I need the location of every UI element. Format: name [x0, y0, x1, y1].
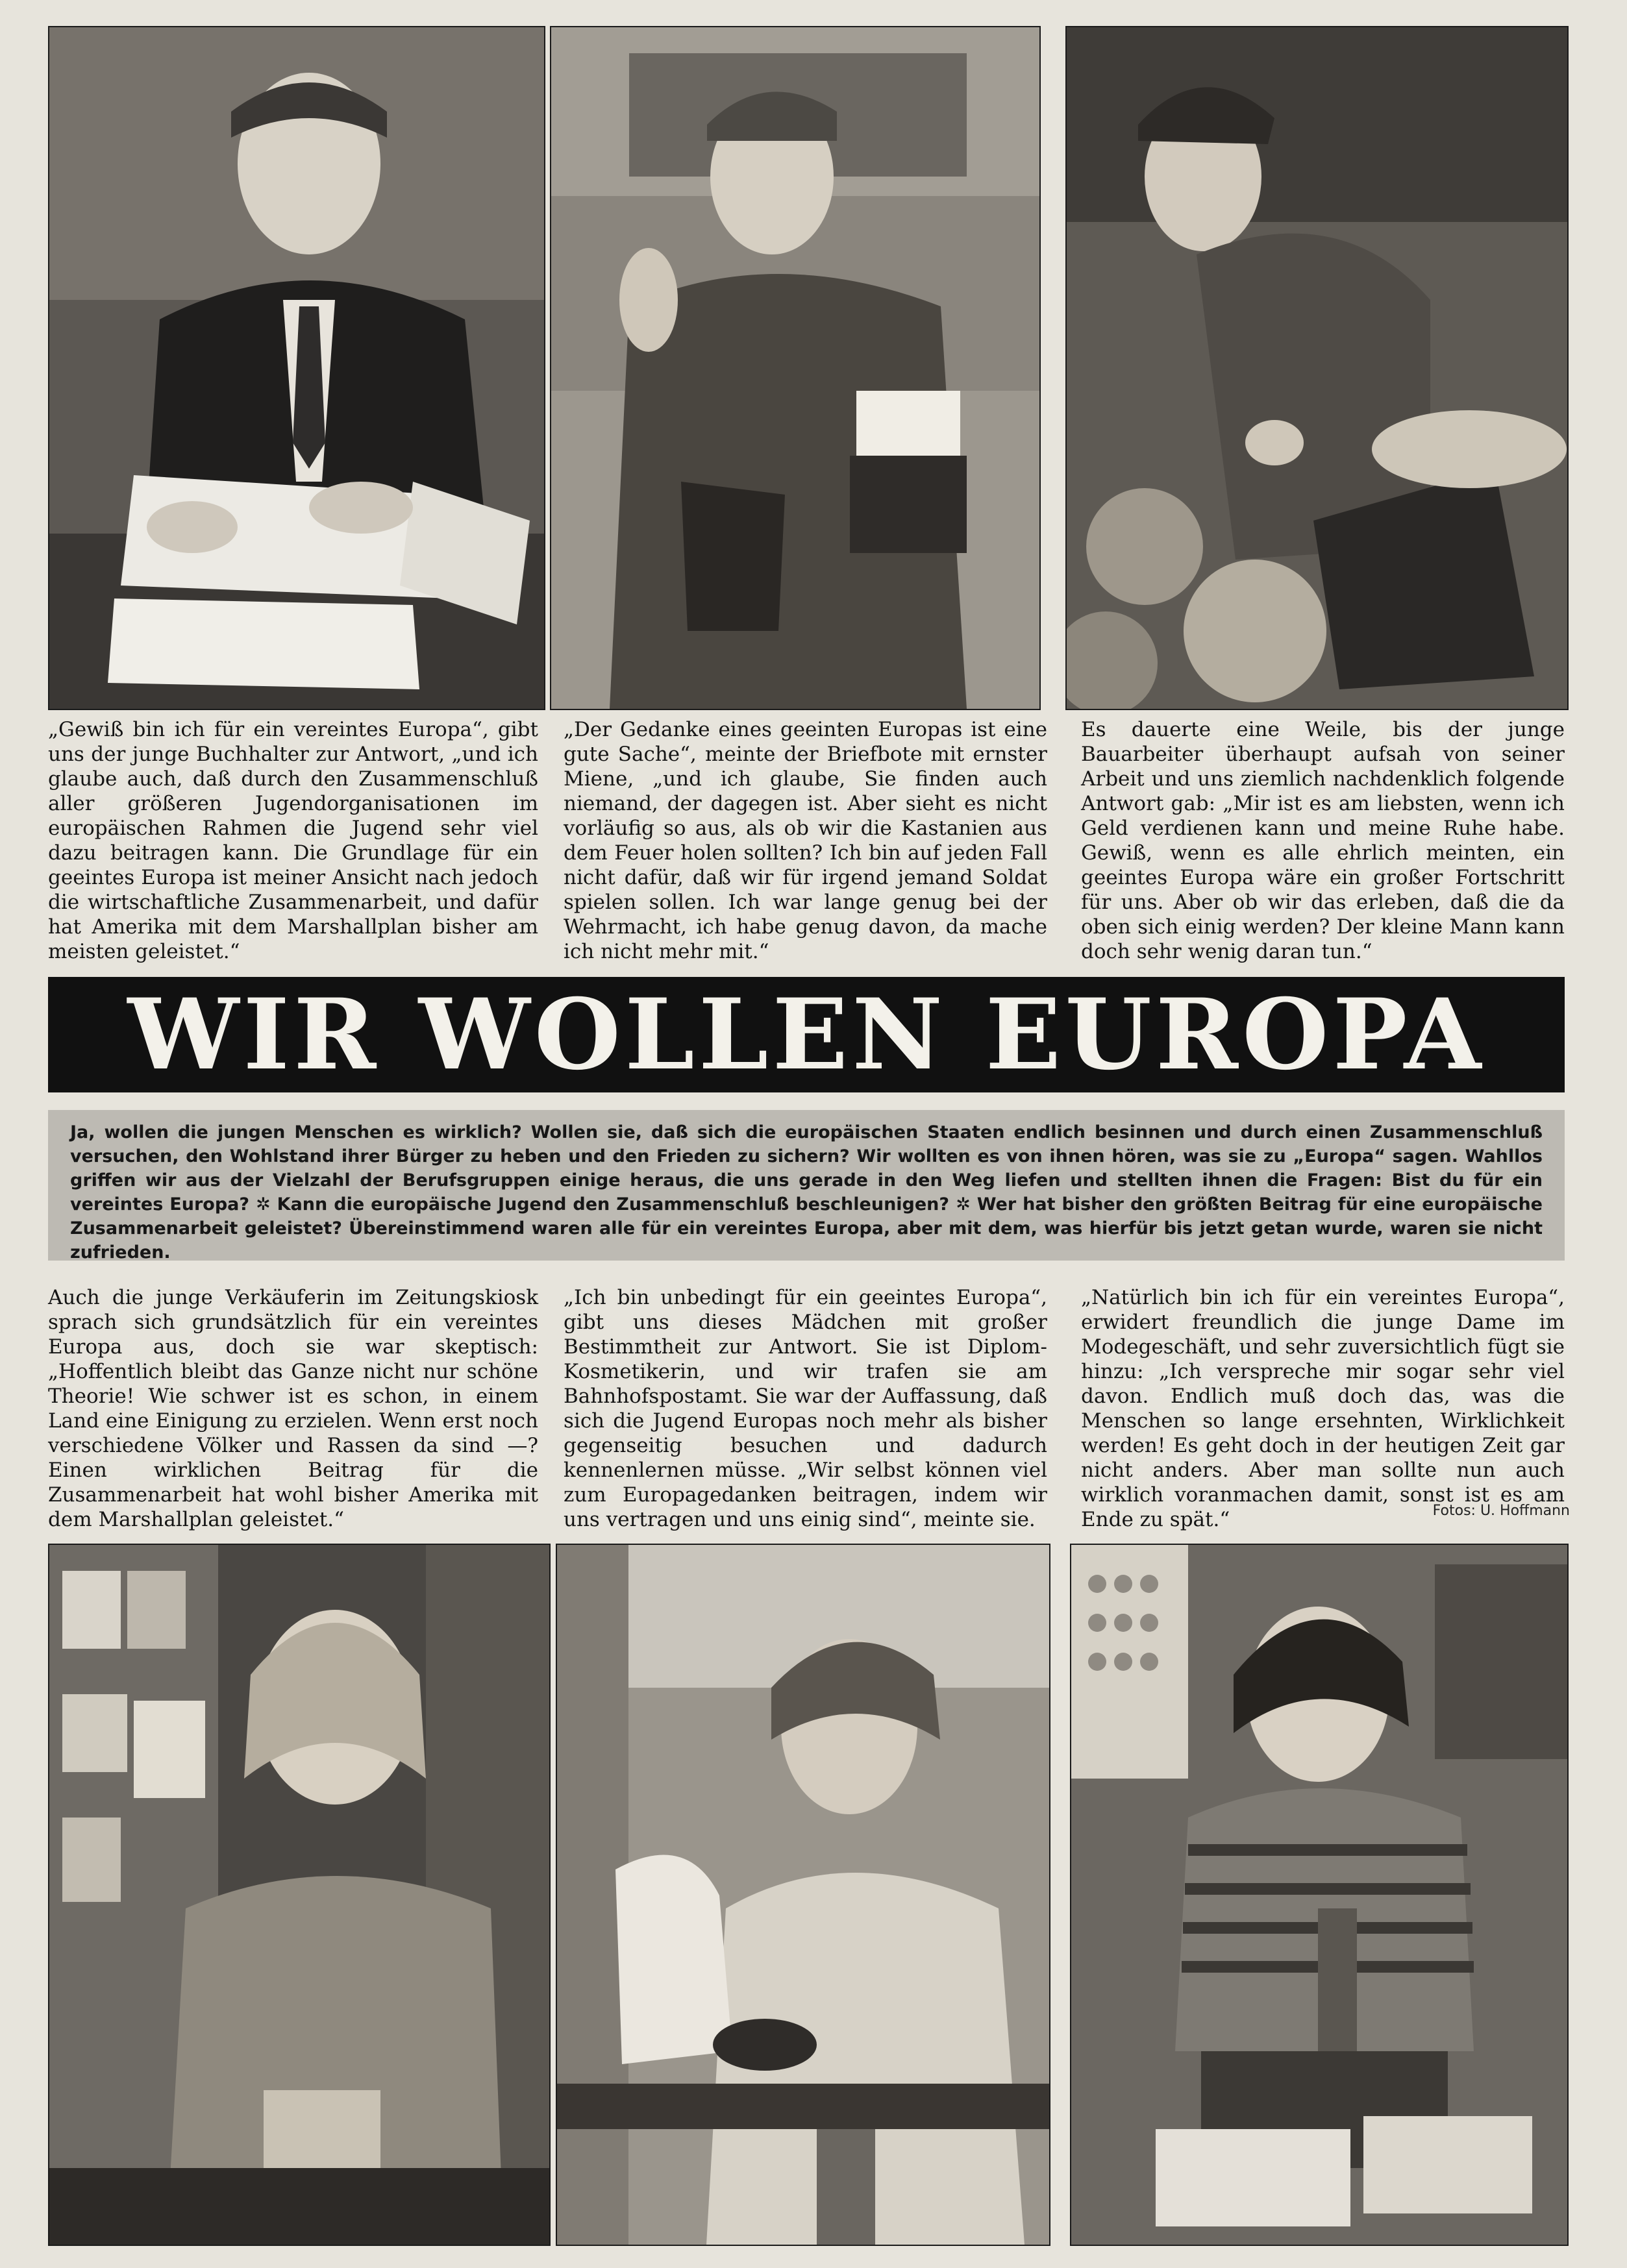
quote-postman: „Der Gedanke eines geeinten Europas ist eine gute Sache“, meinte der Briefbote mit ernster Miene, „und ich glaube, Sie finden auch niemand, der dagegen ist. Aber sieht es nicht vorläufig so aus, als ob wir die Kastanien aus dem Feuer holen sollten? Ich bin auf jeden Fall nicht dafür, daß wir für irgend jemand Soldat spielen sollen. Ich war lange genug bei der Wehrmacht, ich habe genug davon, da mache ich nicht mehr mit.“ — [564, 718, 1047, 963]
quote-cosmetician: „Ich bin unbedingt für ein geeintes Europa“, gibt uns dieses Mädchen mit großer Bestimmtheit zur Antwort. Sie ist Diplom-Kosmetikerin, und wir trafen sie am Bahnhofspostamt. Sie war der Auffassung, daß sich die Jugend Europas noch mehr als bisher gegenseitig besuchen und dadurch kennenlernen müsse. „Wir selbst können viel zum Europagedanken beitragen, indem wir uns vertragen und uns einig sind“, meinte sie. — [564, 1286, 1047, 1531]
photo-postman — [550, 26, 1041, 710]
quote-construction-worker: Es dauerte eine Weile, bis der junge Bauarbeiter überhaupt aufsah von seiner Arbeit und uns ziemlich nachdenklich folgende Antwort gab: „Mir ist es am liebsten, wenn ich Geld verdienen kann und meine Ruhe habe. Gewiß, wenn es alle ehrlich meinten, ein geeintes Europa wäre ein großer Fortschritt für uns. Aber ob wir das erleben, daß die da oben sich einig werden? Der kleine Mann kann doch sehr wenig daran tun.“ — [1081, 718, 1565, 963]
page-title: WIR WOLLEN EUROPA — [127, 978, 1485, 1092]
photo-cosmetician — [556, 1544, 1050, 2246]
photo-fashion-shop-lady — [1070, 1544, 1569, 2246]
intro-box: Ja, wollen die jungen Menschen es wirklich? Wollen sie, daß sich die europäischen Staaten endlich besinnen und durch einen Zusammenschluß versuchen, den Wohlstand ihrer Bürger zu heben und den Frieden zu sichern? Wir wollten es von ihnen hören, was sie zu „Europa“ sagen. Wahllos griffen wir aus der Vielzahl der Berufsgruppen einige heraus, die uns gerade in den Weg liefen und stellten ihnen die Fragen: Bist du für ein vereintes Europa? ✲ Kann die europäische Jugend den Zusammenschluß beschleunigen? ✲ Wer hat bisher den größten Beitrag für eine europäische Zusammenarbeit geleistet? Übereinstimmend waren alle für ein vereintes Europa, aber mit dem, was hierfür bis jetzt getan wurde, waren sie nicht zufrieden. — [48, 1110, 1565, 1261]
quote-kiosk-saleswoman: Auch die junge Verkäuferin im Zeitungskiosk sprach sich grundsätzlich für ein vereintes Europa aus, doch sie war skeptisch: „Hoffentlich bleibt das Ganze nicht nur schöne Theorie! Wie schwer ist es schon, in einem Land eine Einigung zu erzielen. Wenn erst noch verschiedene Völker und Rassen da sind —? Einen wirklichen Beitrag für die Zusammenarbeit hat wohl bisher Amerika mit dem Marshallplan geleistet.“ — [48, 1286, 538, 1531]
photo-kiosk-saleswoman — [48, 1544, 551, 2246]
photo-bookkeeper — [48, 26, 545, 710]
quote-bookkeeper: „Gewiß bin ich für ein vereintes Europa“, gibt uns der junge Buchhalter zur Antwort, „und ich glaube auch, daß durch den Zusammenschluß aller größeren Jugendorganisationen im europäischen Rahmen die Jugend sehr viel dazu beitragen kann. Die Grundlage für ein geeintes Europa ist meiner Ansicht nach jedoch die wirtschaftliche Zusammenarbeit, und dafür hat Amerika mit dem Marshallplan bisher am meisten geleistet.“ — [48, 718, 538, 963]
title-bar — [48, 977, 1565, 1092]
quote-fashion-shop-lady: „Natürlich bin ich für ein vereintes Europa“, erwidert freundlich die junge Dame im Modegeschäft, und sehr zuversichtlich fügt sie hinzu: „Ich verspreche mir sogar sehr viel davon. Endlich muß doch das, was die Menschen so lange ersehnten, Wirklichkeit werden! Es geht doch in der heutigen Zeit gar nicht anders. Aber man sollte nun auch wirklich voranmachen damit, sonst ist es am Ende zu spät.“ — [1081, 1286, 1565, 1531]
photo-construction-worker — [1065, 26, 1569, 710]
photo-credit: Fotos: U. Hoffmann — [1432, 1503, 1570, 1519]
